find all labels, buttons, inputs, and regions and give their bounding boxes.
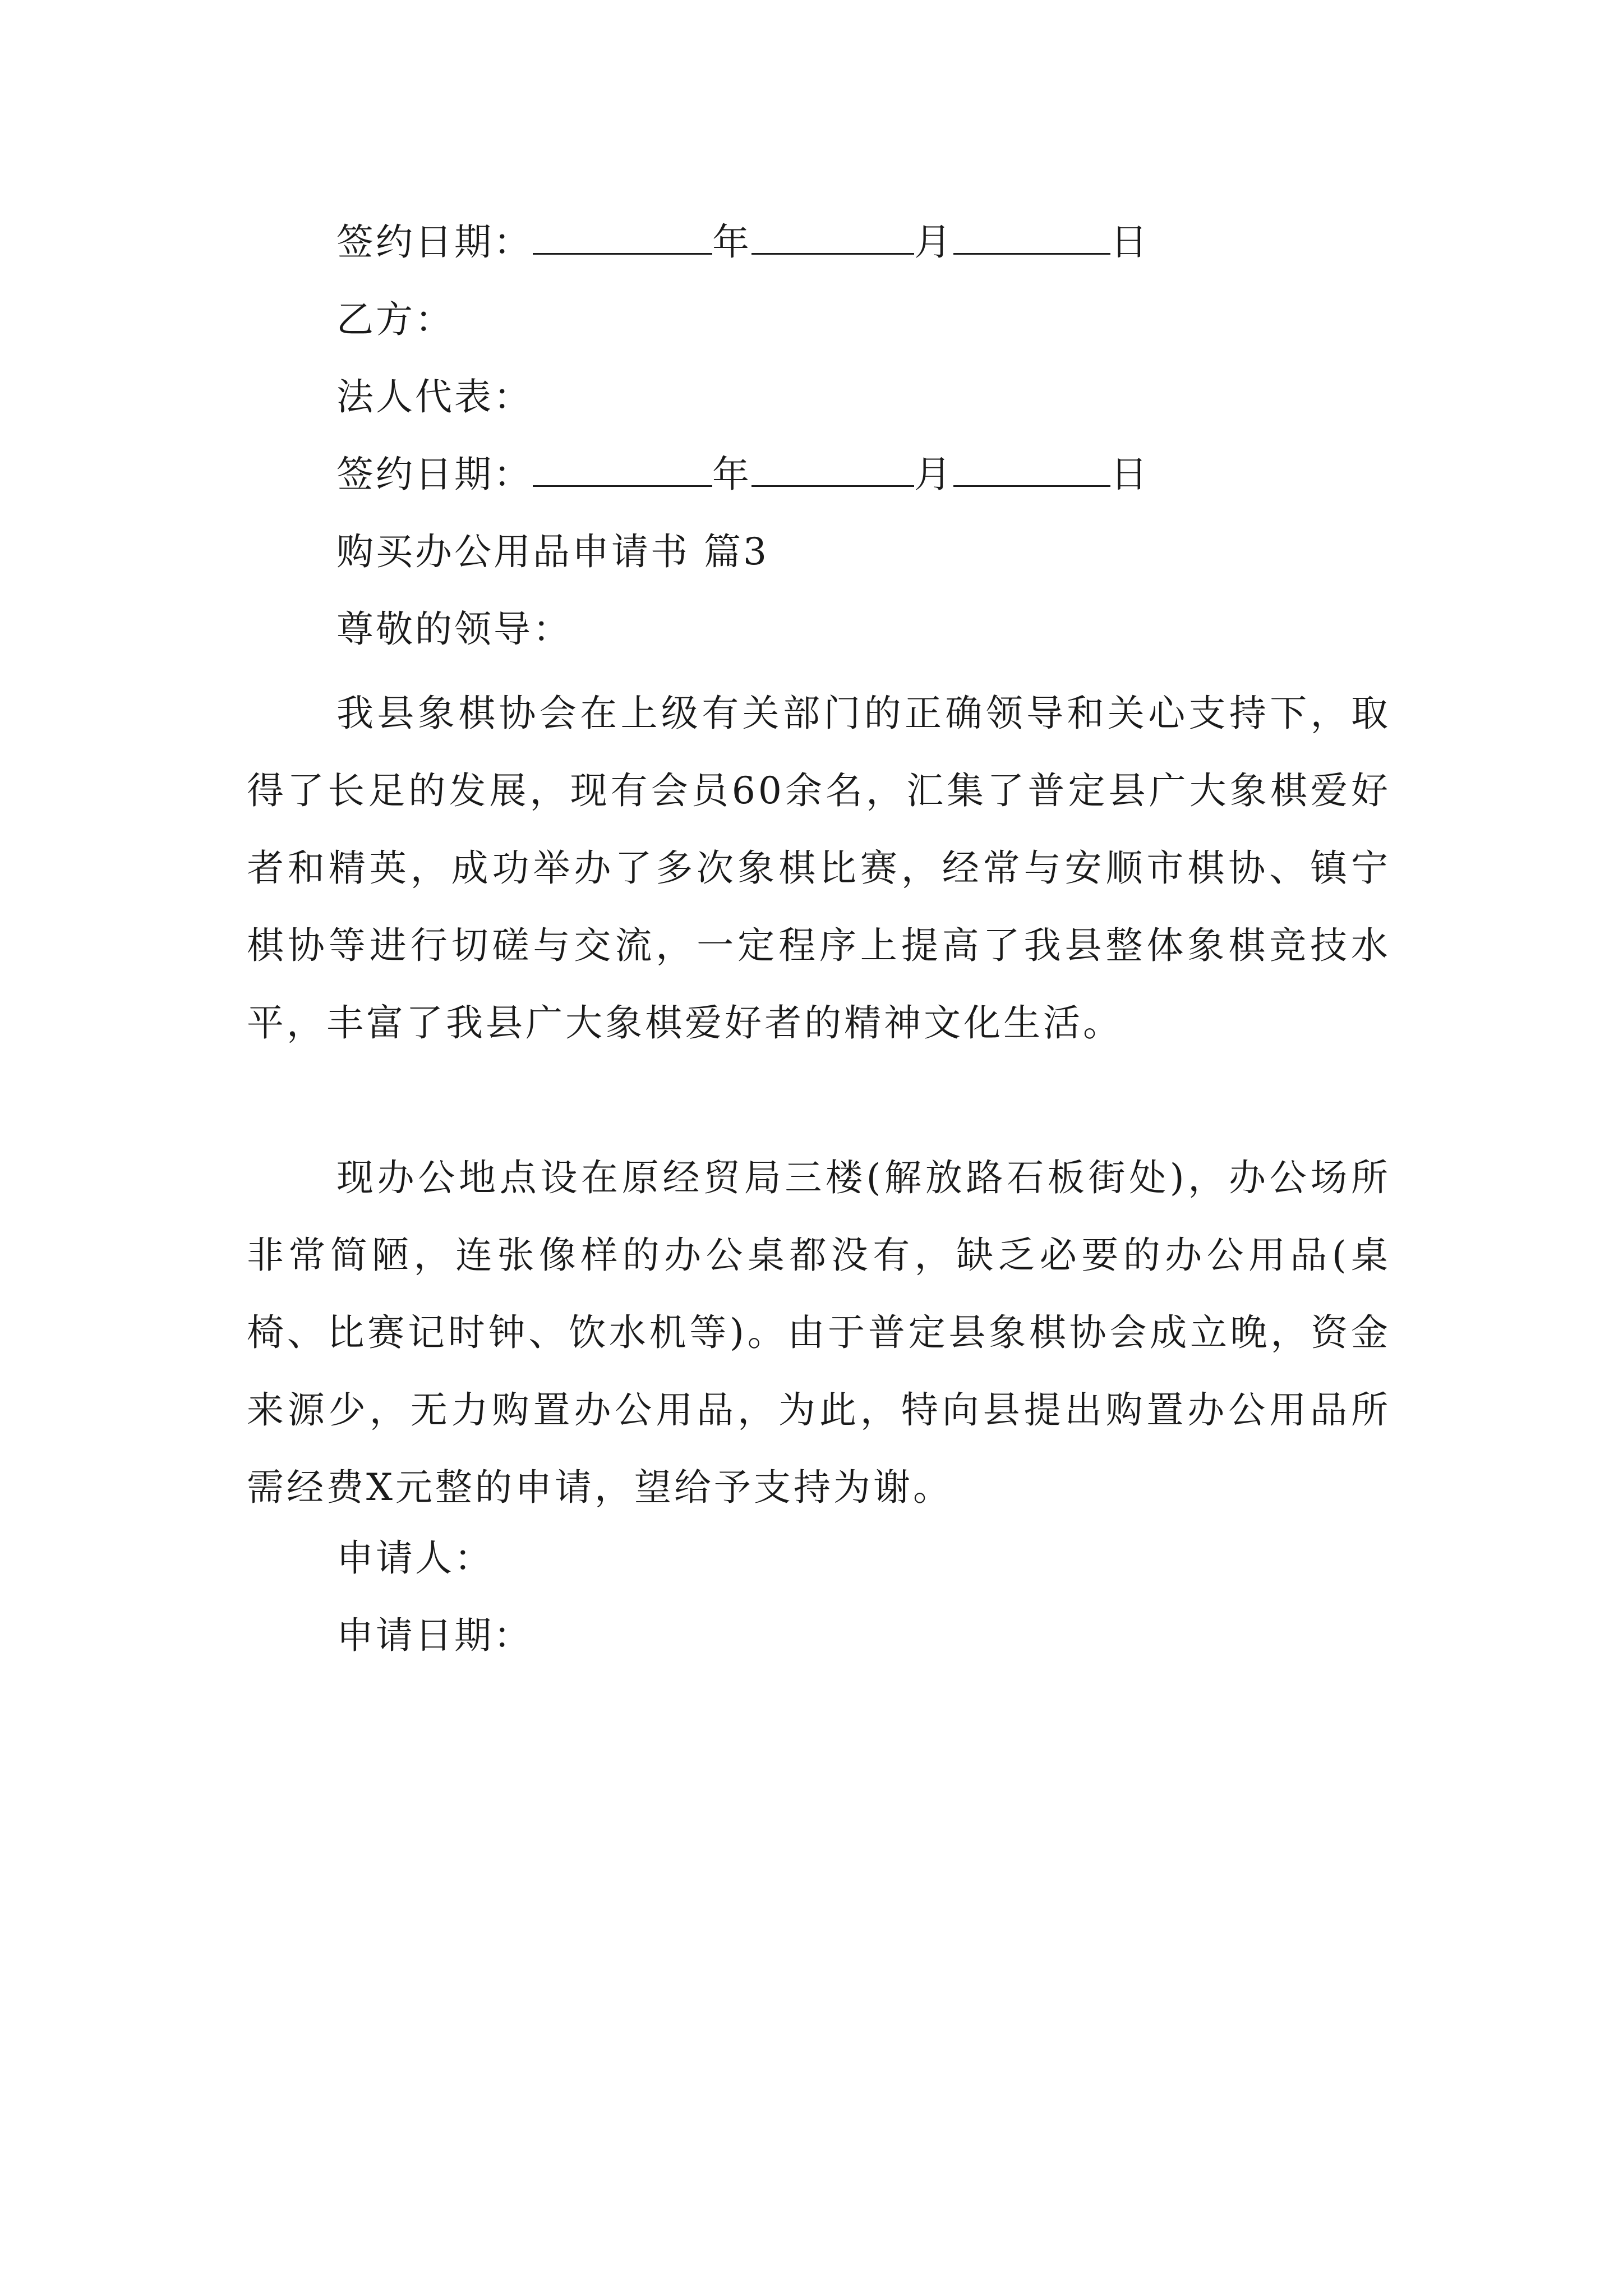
day-blank [953, 453, 1110, 487]
year-blank [533, 220, 712, 255]
party-b-line: 乙方： [336, 298, 454, 341]
sign-date-line-2 [336, 452, 1150, 497]
month-label: 月 [914, 220, 953, 264]
month-blank [751, 453, 914, 487]
month-blank [751, 220, 914, 255]
year-blank [533, 453, 712, 487]
applicant-line: 申请人： [336, 1536, 494, 1580]
salutation: 尊敬的领导： [336, 608, 572, 651]
sign-date-label: 签约日期： [336, 220, 533, 264]
day-label: 日 [1110, 220, 1150, 264]
day-label: 日 [1110, 453, 1150, 496]
legal-rep-line: 法人代表： [336, 375, 533, 418]
year-label: 年 [712, 220, 751, 264]
day-blank [953, 220, 1110, 255]
month-label: 月 [914, 453, 953, 496]
sign-date-line-1 [336, 220, 1150, 265]
apply-date-line: 申请日期： [336, 1614, 533, 1657]
paragraph-2: 现办公地点设在原经贸局三楼(解放路石板街处)，办公场所非常简陋，连张像样的办公桌都没有，缺乏必要的办公用品(桌椅、比赛记时钟、饮水机等)。由于普定县象棋协会成立晚，资金来源少，无力购置办公用品，为此，特向县提出购置办公用品所需经费X元整的申请，望给予支持为谢。 [247, 1156, 1391, 1509]
sign-date-label: 签约日期： [336, 453, 533, 496]
year-label: 年 [712, 453, 751, 496]
section-title: 购买办公用品申请书 篇3 [336, 530, 769, 573]
paragraph-1: 我县象棋协会在上级有关部门的正确领导和关心支持下，取得了长足的发展，现有会员60余名，汇集了普定县广大象棋爱好者和精英，成功举办了多次象棋比赛，经常与安顺市棋协、镇宁棋协等进行切磋与交流，一定程序上提高了我县整体象棋竞技水平，丰富了我县广大象棋爱好者的精神文化生活。 [247, 692, 1391, 1045]
